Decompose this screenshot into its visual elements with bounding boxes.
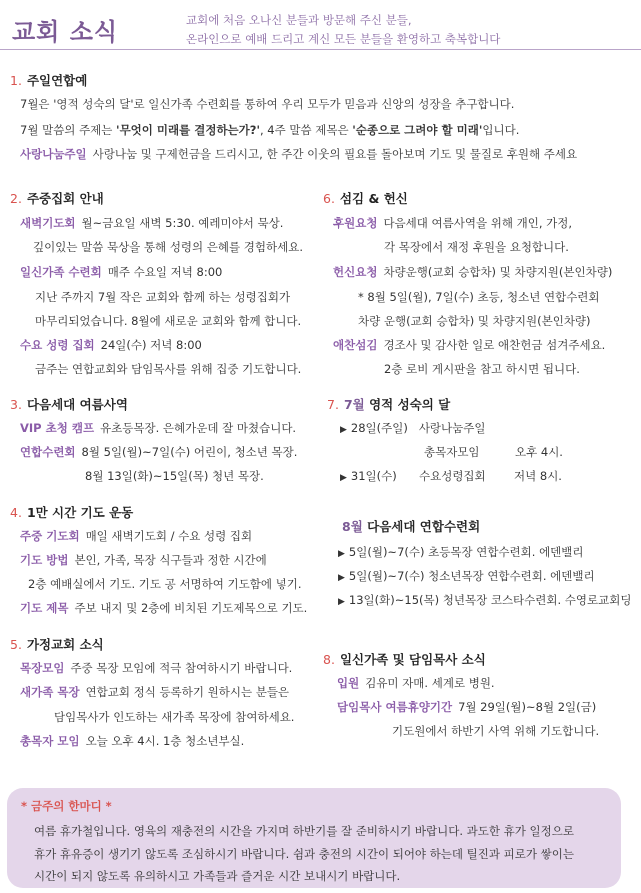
s2-c-line-2: 금주는 연합교회와 담임목사를 위해 집중 기도합니다. xyxy=(35,362,302,376)
s5-b-line-1: 새가족 목장 연합교회 정식 등록하기 원하시는 분들은 xyxy=(20,685,290,699)
section-7-subtitle: 8월 다음세대 연합수련회 xyxy=(342,519,481,534)
section-5-title: 5. 가정교회 소식 xyxy=(10,637,104,652)
weekly-word-title: * 금주의 한마디 * xyxy=(21,799,112,813)
s5-b-line-2: 담임목사가 인도하는 새가족 목장에 참여하세요. xyxy=(54,710,295,724)
weekly-word-line-3: 시간이 되지 않도록 유의하시고 가족들과 즐거운 시간 보내시기 바랍니다. xyxy=(34,869,401,883)
s1-line-1: 7월은 '영적 성숙의 달'로 일신가족 수련회를 통하여 우리 모두가 믿음과 신앙의 성장을 추구합니다. xyxy=(20,97,515,111)
s1-line-2: 7월 말씀의 주제는 '무엇이 미래를 결정하는가?', 4주 말씀 제목은 '순종으로 그려야 할 미래'입니다. xyxy=(20,123,520,137)
triangle-right-icon: ▶ xyxy=(340,473,347,483)
s6-c-line-2: 2층 로비 게시판을 참고 하시면 됩니다. xyxy=(384,362,580,376)
triangle-right-icon: ▶ xyxy=(338,573,345,583)
s2-b-line-2: 지난 주까지 7월 작은 교회와 함께 하는 성령집회가 xyxy=(35,290,291,304)
s5-c-line-1: 총목자 모임 오늘 오후 4시. 1층 청소년부실. xyxy=(20,734,245,748)
s2-a-line-1: 새벽기도회 월~금요일 새벽 5:30. 예레미야서 묵상. xyxy=(20,216,284,230)
section-1-title: 1. 주일연합예 xyxy=(10,73,88,88)
section-2-title: 2. 주중집회 안내 xyxy=(10,191,104,206)
intro-line-1: 교회에 처음 오나신 분들과 방문해 주신 분들, xyxy=(186,13,412,27)
s5-a-line-1: 목장모임 주중 목장 모임에 적극 참여하시기 바랍니다. xyxy=(20,661,293,675)
s2-c-line-1: 수요 성령 집회 24일(수) 저녁 8:00 xyxy=(20,338,202,352)
s6-b-line-3: 차량 운행(교회 승합차) 및 차량지원(본인차량) xyxy=(358,314,591,328)
s6-c-line-1: 애찬섬김 경조사 및 감사한 일로 애찬헌금 섬겨주세요. xyxy=(333,338,606,352)
s2-a-line-2: 깊이있는 말씀 묵상을 통해 성령의 은혜를 경험하세요. xyxy=(33,240,303,254)
s6-b-line-2: * 8월 5일(월), 7일(수) 초등, 청소년 연합수련회 xyxy=(358,290,600,304)
s7-row-2b: 오후 4시. xyxy=(515,445,563,459)
s8-b-line-1: 담임목사 여름휴양기간 7월 29일(월)~8월 2일(금) xyxy=(337,700,597,714)
weekly-word-box xyxy=(7,788,621,888)
s7-row-1: ▶ 28일(주일) 사랑나눔주일 xyxy=(340,421,486,435)
section-4-title: 4. 1만 시간 기도 운동 xyxy=(10,505,134,520)
weekly-word-line-1: 여름 휴가철입니다. 영육의 재충전의 시간을 가지며 하반기를 잘 준비하시기 바랍니다. 과도한 휴가 일정으로 xyxy=(34,824,574,838)
s6-b-line-1: 헌신요청 차량운행(교회 승합차) 및 차량지원(본인차량) xyxy=(333,265,613,279)
s7-event-2: ▶ 5일(월)~7(수) 청소년목장 연합수련회. 에덴밸리 xyxy=(338,569,595,583)
s7-event-3: ▶ 13일(화)~15(목) 청년목장 코스타수련회. 수영로교회딩 xyxy=(338,593,632,607)
triangle-right-icon: ▶ xyxy=(340,425,347,435)
section-6-title: 6. 섬김 & 헌신 xyxy=(323,191,408,206)
s6-a-line-1: 후원요청 다음세대 여름사역을 위해 개인, 가정, xyxy=(333,216,573,230)
s2-b-line-1: 일신가족 수련회 매주 수요일 저녁 8:00 xyxy=(20,265,223,279)
s7-row-3b: 수요성령집회 xyxy=(419,469,486,483)
s7-event-1: ▶ 5일(월)~7(수) 초등목장 연합수련회. 에덴밸리 xyxy=(338,545,584,559)
s4-b-line-1: 기도 방법 본인, 가족, 목장 식구들과 정한 시간에 xyxy=(20,553,267,567)
s4-a-line-1: 주중 기도회 매일 새벽기도회 / 수요 성령 집회 xyxy=(20,529,253,543)
s7-row-3c: 저녁 8시. xyxy=(514,469,562,483)
s3-b-line-2: 8월 13일(화)~15일(목) 청년 목장. xyxy=(85,469,264,483)
s3-a-line-1: VIP 초청 캠프 유초등목장. 은혜가운데 잘 마쳤습니다. xyxy=(20,421,297,435)
page-title: 교회 소식 xyxy=(12,18,119,46)
section-3-title: 3. 다음세대 여름사역 xyxy=(10,397,128,412)
s6-a-line-2: 각 목장에서 재정 후원을 요청합니다. xyxy=(384,240,569,254)
s7-row-2a: 총목자모임 xyxy=(424,445,480,459)
s8-b-line-2: 기도원에서 하반기 사역 위해 기도합니다. xyxy=(392,724,600,738)
s4-b-line-2: 2층 예배실에서 기도. 기도 공 서명하여 기도함에 넣기. xyxy=(28,577,302,591)
section-7-title: 7. 7월 영적 성숙의 달 xyxy=(327,397,451,412)
s7-row-3a: ▶ 31일(수) xyxy=(340,469,397,483)
triangle-right-icon: ▶ xyxy=(338,597,345,607)
section-8-title: 8. 일신가족 및 담임목사 소식 xyxy=(323,652,486,667)
s8-a-line-1: 입원 김유미 자매. 세계로 병원. xyxy=(337,676,495,690)
weekly-word-line-2: 휴가 휴유증이 생기기 않도록 조심하시기 바랍니다. 쉼과 충전의 시간이 되어야 하는데 틸진과 피로가 쌓이는 xyxy=(34,847,574,861)
header-divider xyxy=(0,49,641,50)
intro-line-2: 온라인으로 예배 드리고 계신 모든 분들을 환영하고 축복합니다 xyxy=(186,32,501,46)
s4-c-line-1: 기도 제목 주보 내지 및 2층에 비치된 기도제목으로 기도. xyxy=(20,601,308,615)
s2-b-line-3: 마무리되었습니다. 8월에 새로운 교회와 함께 합니다. xyxy=(35,314,302,328)
s3-b-line-1: 연합수련회 8월 5일(월)~7일(수) 어린이, 청소년 목장. xyxy=(20,445,298,459)
s1-line-3: 사랑나눔주일 사랑나눔 및 구제헌금을 드리시고, 한 주간 이웃의 필요를 돌아보며 기도 및 물질로 후원해 주세요 xyxy=(20,147,578,161)
triangle-right-icon: ▶ xyxy=(338,549,345,559)
